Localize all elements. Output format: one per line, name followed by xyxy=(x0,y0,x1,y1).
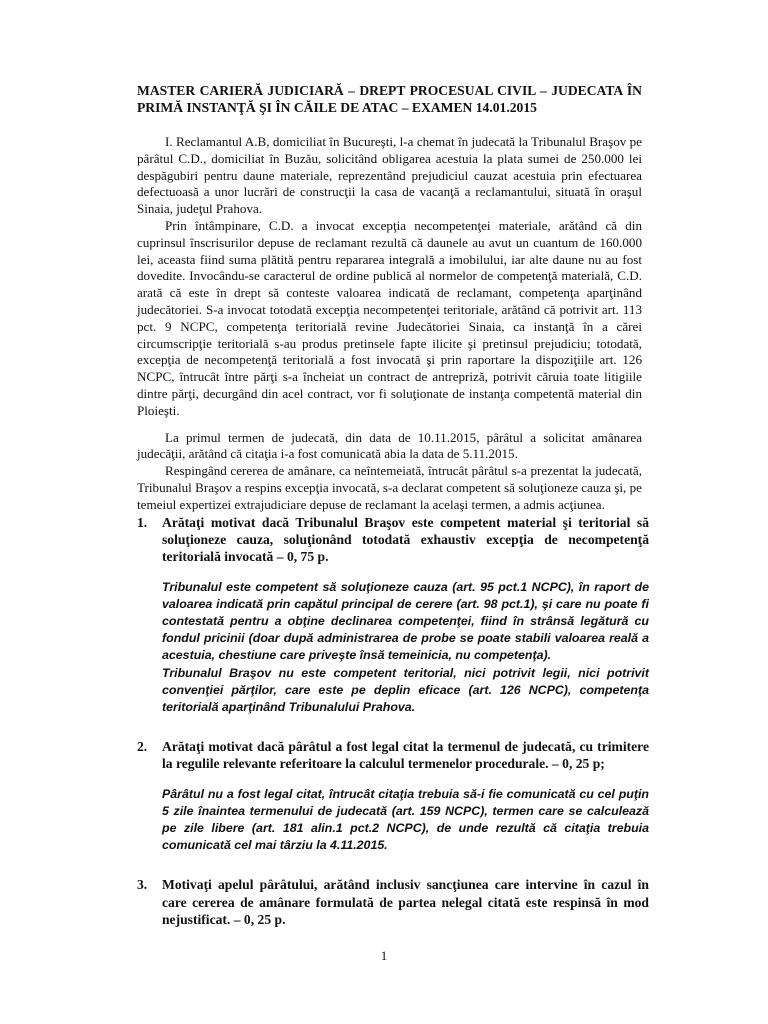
document-title: MASTER CARIERĂ JUDICIARĂ – DREPT PROCESUAL CIVIL – JUDECATA ÎN PRIMĂ INSTANŢĂ ŞI ÎN CĂILE DE ATAC – EXAMEN 14.01.2015 xyxy=(137,83,642,115)
answer-text: Pârâtul nu a fost legal citat, întrucât citaţia trebuia să-i fie comunicată cu cel puţin 5 zile înaintea termenului de judecată (art. 159 NCPC), termen care se calculează pe zile libere (art. 181 alin.1 pct.2 NCPC), de unde rezultă că citaţia trebuia comunicată cel mai târziu la 4.11.2015. xyxy=(162,786,649,853)
question-text: Arătaţi motivat dacă Tribunalul Braşov este competent material şi teritorial să soluţioneze cauza, soluţionând totodată exhaustiv excepţia de necompetenţă teritorială invocată – 0, 75 p. xyxy=(162,515,649,565)
answer-text: Tribunalul este competent să soluţioneze cauza (art. 95 pct.1 NCPC), în raport de valoarea indicată prin capătul principal de cerere (art. 98 pct.1), şi care nu poate fi contestată pentru a obţine declinarea competenţei, fiind în strânsă legătură cu fondul pricinii (doar după administrarea de probe se poate stabili valoarea reală a acestuia, chestiune care priveşte însă temeinicia, nu competenţa). xyxy=(162,579,649,663)
question-item xyxy=(137,738,649,854)
paragraph-defense: Prin întâmpinare, C.D. a invocat excepţia necompetenţei materiale, arătând că din cuprinsul înscrisurilor depuse de reclamant rezultă că daunele au avut un cuantum de 160.000 lei, aceasta fiind suma plătită pentru repararea integrală a imobilului, iar alte daune nu au fost dovedite. Invocându-se caracterul de ordine publică al normelor de competenţă materială, C.D. arată că este în drept să conteste valoarea indicată de reclamant, competenţa aparţinând judecătoriei. S-a invocat totodată excepţia necompetenţei teritoriale, arătând că potrivit art. 113 pct. 9 NCPC, competenţa teritorială revine Judecătoriei Sinaia, ca instanţă în a cărei circumscripţie teritorială s-au produs pretinsele fapte ilicite şi pretinsul prejudiciu; totodată, excepţia de necompetenţă teritorială a fost invocată şi prin raportare la dispoziţiile art. 126 NCPC, întrucât între părţi s-a încheiat un contract de antrepriză, potrivit căruia toate litigiile dintre părţi, decurgând din acel contract, vor fi soluţionate de instanţa competentă material din Ploieşti. xyxy=(137,217,642,418)
question-list xyxy=(137,514,649,928)
answer-text: Tribunalul Braşov nu este competent teritorial, nici potrivit legii, nici potrivit convenţiei părţilor, care este pe deplin eficace (art. 126 NCPC), competenţa teritorială aparţinând Tribunalului Prahova. xyxy=(162,665,649,715)
question-item xyxy=(137,514,649,716)
question-number: 3. xyxy=(137,877,148,893)
paragraph-ruling: Respingând cererea de amânare, ca neîntemeiată, întrucât pârâtul s-a prezentat la judecată, Tribunalul Braşov a respins excepţia invocată, s-a declarat competent să soluţioneze cauza şi, pe temeiul expertizei extrajudiciare depuse de reclamant la acelaşi termen, a admis acţiunea. xyxy=(137,463,642,512)
question-text: Motivaţi apelul pârâtului, arătând inclusiv sancţiunea care intervine în cazul în care cererea de amânare formulată de partea nelegal citată este respinsă în mod nejustificat. – 0, 25 p. xyxy=(162,877,649,927)
question-text: Arătaţi motivat dacă pârâtul a fost legal citat la termenul de judecată, cu trimitere la regulile relevante referitoare la calculul termenelor procedurale. – 0, 25 p; xyxy=(162,739,649,772)
paragraph-first-hearing: La primul termen de judecată, din data de 10.11.2015, pârâtul a solicitat amânarea judecăţii, arătând că citaţia i-a fost comunicată abia la data de 5.11.2015. xyxy=(137,429,642,462)
case-statement xyxy=(137,134,642,514)
question-number: 1. xyxy=(137,515,148,530)
paragraph-claim: I. Reclamantul A.B, domiciliat în Bucureşti, l-a chemat în judecată la Tribunalul Braşov pe pârâtul C.D., domiciliat în Buzău, solicitând obligarea acestuia la plata sumei de 250.000 lei despăgubiri pentru daune materiale, reprezentând prejudiciul cauzat acestuia prin efectuarea defectuoasă a unor lucrări de construcţii la casa de vacanţă a reclamantului, situată în oraşul Sinaia, judeţul Prahova. xyxy=(137,134,642,217)
question-item xyxy=(137,876,649,928)
page-number: 1 xyxy=(380,948,388,963)
question-number: 2. xyxy=(137,739,148,755)
